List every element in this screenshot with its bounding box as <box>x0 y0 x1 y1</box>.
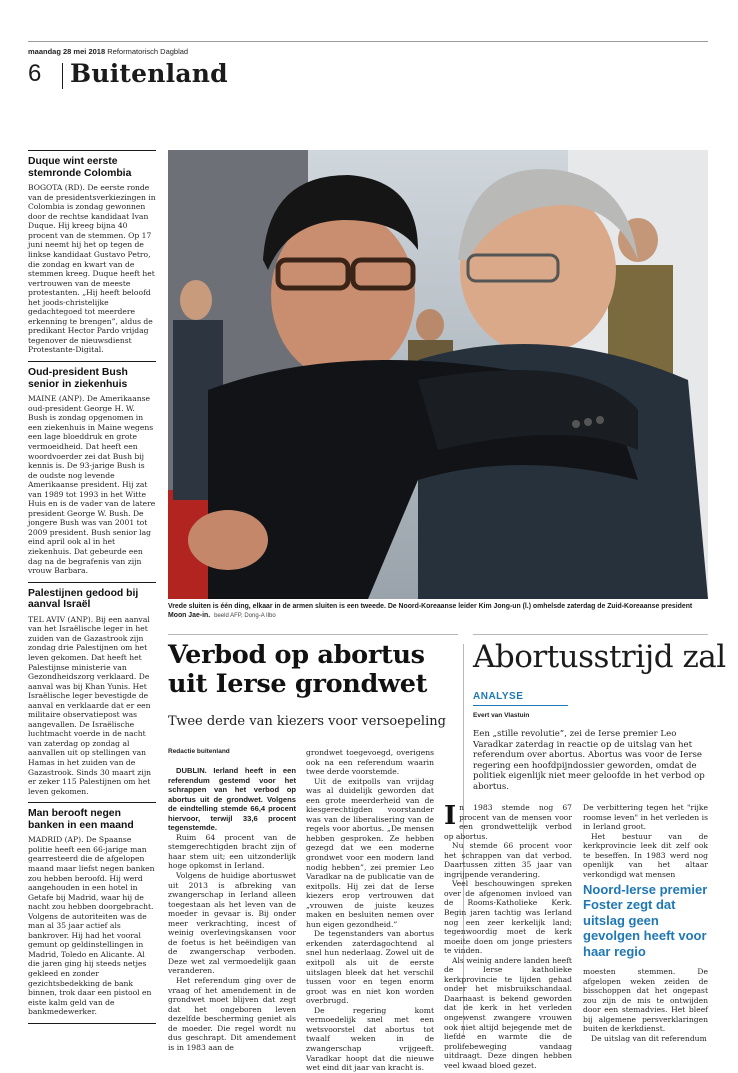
analysis-label-underline <box>473 705 568 706</box>
top-rule <box>28 41 708 42</box>
news-briefs <box>28 150 156 1024</box>
drop-cap: I <box>444 801 457 831</box>
main-article-col1 <box>168 766 296 1052</box>
brief-body: MAINE (ANP). De Amerikaanse oud-president George H. W. Bush is zondag opgenomen in een ziekenhuis in Maine wegens een lage bloeddruk en grote vermoeidheid. Dat heeft een woordvoerder zei dat Bush bij kennis is. De 93-jarige Bush is de oudste nog levende Amerikaanse president. Hij zat van 1989 tot 1993 in het Witte Huis en is de vader van de latere president George W. Bush. De jongere Bush was van 2001 tot 2009 president. Bush senior lag eind april ook al in het ziekenhuis. Dat gebeurde een dag na de begrafenis van zijn vrouw Barbara. <box>28 394 156 576</box>
analysis-author: Evert van Vlastuin <box>473 712 530 719</box>
embrace-photo-illustration <box>168 150 708 599</box>
issue-date: maandag 28 mei 2018 Reformatorisch Dagblad <box>28 47 189 56</box>
section-title: Buitenland <box>70 59 228 88</box>
article-paragraph: Als weinig andere landen heeft de Ierse katholieke kerkprovincie te lijden gehad onder het misbruikschandaal. Daarnaast is bekend geworden dat de kerk in het verleden ongewenst zwangere vrouwen ook niet altijd bejegende met de liefde en warmte die de prolifebeweging vandaag uitdraagt. Deze dingen hebben veel kwaad bloed gezet. <box>444 955 572 1070</box>
article-lead: DUBLIN. Ierland heeft in een referendum gestemd voor het schrappen van het verbod op abortus uit de grondwet. Volgens de eindtelling stemde 66,4 procent hiervoor, terwijl 33,6 procent tegenstemde. <box>168 766 296 833</box>
brief-body: MADRID (AP). De Spaanse politie heeft een 66-jarige man gearresteerd die de afgelopen maand maar liefst negen banken zou hebben beroofd. Hij werd aangehouden in een hotel in Getafe bij Madrid, waar hij de nacht zou hebben doorgebracht. Volgens de autoriteiten was de man al 35 jaar actief als bankrover. Hij had het vooral gemunt op geldinstellingen in Madrid, Toledo en Alicante. Al die jaren ging hij steeds netjes gekleed en zonder gezichtsbedekking de bank binnen, trok daar een pistool en eiste kalm geld van de bankmedewerker. <box>28 835 155 1017</box>
lead-photo <box>168 150 708 599</box>
analysis-headline: Abortusstrijd zal <box>473 639 726 675</box>
article-paragraph: Volgens de huidige abortuswet uit 2013 is afbreking van zwangerschap in Ierland alleen toegestaan als het leven van de moeder in gevaar is. Bij onder meer verkrachting, incest of weinig overlevingskansen voor de foetus is het beëindigen van de zwangerschap verboden. Deze wet zal vermoedelijk gaan veranderen. <box>168 871 296 976</box>
analysis-intro: Een „stille revolutie”, zei de Ierse premier Leo Varadkar zaterdag in reactie op de uitslag van het referendum over abortus. Abortus was voor de Ierse regering een hoofdpijndossier geworden, omdat de politiek eigenlijk niet meer geloofde in het verbod op abortus. <box>473 729 705 792</box>
brief-title: Duque wint eerste stemronde Colombia <box>28 156 132 179</box>
analysis-rule <box>473 634 708 635</box>
photo-caption: Vrede sluiten is één ding, elkaar in de armen sluiten is een tweede. De Noord-Koreaanse leider Kim Jong-un (l.) omhelsde zaterdag de Zuid-Koreaanse president Moon Jae-in. beeld AFP, Dong-A Ilbo <box>168 603 693 620</box>
article-paragraph: Veel beschouwingen spreken over de afgenomen invloed van de Rooms-Katholieke Kerk. Begin jaren tachtig was Ierland nog een zeer kerkelijk land; tegenwoordig moet de kerk moeite doen om jonge priesters te vinden. <box>444 879 572 956</box>
article-paragraph: De regering komt vermoedelijk snel met een wetsvoorstel dat abortus tot twaalf weken in de zwangerschap vrijgeeft. Varadkar hoopt dat die nieuwe wet eind dit jaar van kracht is. <box>306 1005 434 1073</box>
brief-body: TEL AVIV (ANP). Bij een aanval van het Israëlische leger in het zuiden van de Gazastrook zijn zondag drie Palestijnen om het leven gekomen. Dat heeft het Palestijnse ministerie van Gezondheidszorg verklaard. De aanval was bij Khan Yunis. Het Israëlische leger bevestigde de aanval en verklaarde dat er een militaire observatiepost was aangevallen. De Israëlische luchtmacht voerde in de nacht van zaterdag op zondag al aanvallen uit op stellingen van Hamas in het zuiden van de Gazastrook. Sinds 30 maart zijn er zeker 115 Palestijnen om het leven gekomen. <box>28 614 152 796</box>
page-number: 6 <box>28 60 42 87</box>
analysis-col2-continued <box>583 967 708 1043</box>
article-paragraph: Nu stemde 66 procent voor het schrappen van dat verbod. Daartussen zitten 35 jaar van ingrijpende verandering. <box>444 841 572 879</box>
analysis-col2 <box>583 803 708 879</box>
article-paragraph: De uitslag van dit referendum <box>591 1033 707 1043</box>
article-paragraph: grondwet toegevoegd, overigens ook na een referendum waarin twee derde voorstemde. <box>306 748 434 777</box>
article-paragraph: Het bestuur van de kerkprovincie leek dit zelf ook te beseffen. In 1983 werd nog openlijk van het altaar verkondigd wat mensen <box>583 831 708 879</box>
brief-body: BOGOTA (RD). De eerste ronde van de presidentsverkiezingen in Colombia is zondag gewonnen door de rechtse kandidaat Ivan Duque. Hij kreeg bijna 40 procent van de stemmen. Op 17 juni neemt hij het op tegen de linkse kandidaat Gustavo Petro, die zondag en kwart van de stemmen kreeg. Duque heeft het vertrouwen van de meeste protestanten. „Hij heeft beloofd het joods-christelijke gedachtegoed tot meerdere erkenning te brengen”, aldus de predikant Hector Pardo vrijdag tegenover de nieuwsdienst Protestante-Digital. <box>28 183 156 355</box>
brief-title: Oud-president Bush senior in ziekenhuis <box>28 367 128 390</box>
article-paragraph: moesten stemmen. De afgelopen weken zeiden de bisschoppen dat het ongepast zou zijn de mis te ontwijden door een stemadvies. Het bleef bij algemene persverklaringen buiten de kerkdienst. <box>583 967 708 1034</box>
main-article-rule <box>168 634 458 635</box>
main-headline: Verbod op abortus uit Ierse grondwet <box>168 640 428 699</box>
main-byline: Redactie buitenland <box>168 748 230 755</box>
brief-title: Palestijnen gedood bij aanval Israël <box>28 587 139 611</box>
article-paragraph: De verbittering tegen het "rijke roomse leven" in het verleden is in Ierland groot. <box>583 803 708 832</box>
brief-gaza <box>28 582 156 803</box>
analysis-col1 <box>444 803 572 1070</box>
analysis-first-paragraph: In 1983 stemde nog 67 procent van de mensen voor een grondwettelijk verbod op abortus. <box>444 801 572 841</box>
analysis-label: ANALYSE <box>473 691 524 702</box>
brief-colombia <box>28 150 156 361</box>
main-article-col2 <box>306 748 434 1073</box>
brief-title: Man berooft negen banken in een maand <box>28 808 134 831</box>
brief-madrid <box>28 802 156 1024</box>
article-paragraph: De tegenstanders van abortus erkenden zaterdagochtend al snel hun nederlaag. Zowel uit de exitpoll als uit de eerste uitslagen bleek dat het verschil tussen voor en tegen enorm groot was en niet kon worden overbrugd. <box>306 929 434 1006</box>
brief-bush <box>28 361 156 582</box>
main-subhead: Twee derde van kiezers voor versoepeling <box>168 714 446 729</box>
photo-credit: beeld AFP, Dong-A Ilbo <box>214 613 276 620</box>
article-paragraph: Het referendum ging over de vraag of het amendement in de grondwet moet blijven dat zegt dat het ongeboren leven dezelfde bescherming geniet als de moeder. Die regel wordt nu dus geschrapt. Dit amendement is in 1983 aan de <box>168 976 296 1052</box>
article-paragraph: Uit de exitpolls van vrijdag was al duidelijk geworden dat een grote meerderheid van de kiesgerechtigden voorstander was van de liberalisering van de regels voor abortus. „De mensen hebben gesproken. Ze hebben gezegd dat we een moderne grondwet voor een modern land nodig hebben”, zei premier Leo Varadkar na de publicatie van de exitpolls. Hij zei dat de Ierse kiezers erop vertrouwen dat „vrouwen de juiste keuzes maken en besluiten nemen over hun eigen gezondheid.” <box>306 776 434 929</box>
section-divider <box>62 63 63 89</box>
article-paragraph: Ruim 64 procent van de stemgerechtigden bracht zijn of haar stem uit; een uitzonderlijk hoge opkomst in Ierland. <box>168 832 296 871</box>
pull-quote: Noord-Ierse premier Foster zegt dat uitslag geen gevolgen heeft voor haar regio <box>583 882 708 959</box>
